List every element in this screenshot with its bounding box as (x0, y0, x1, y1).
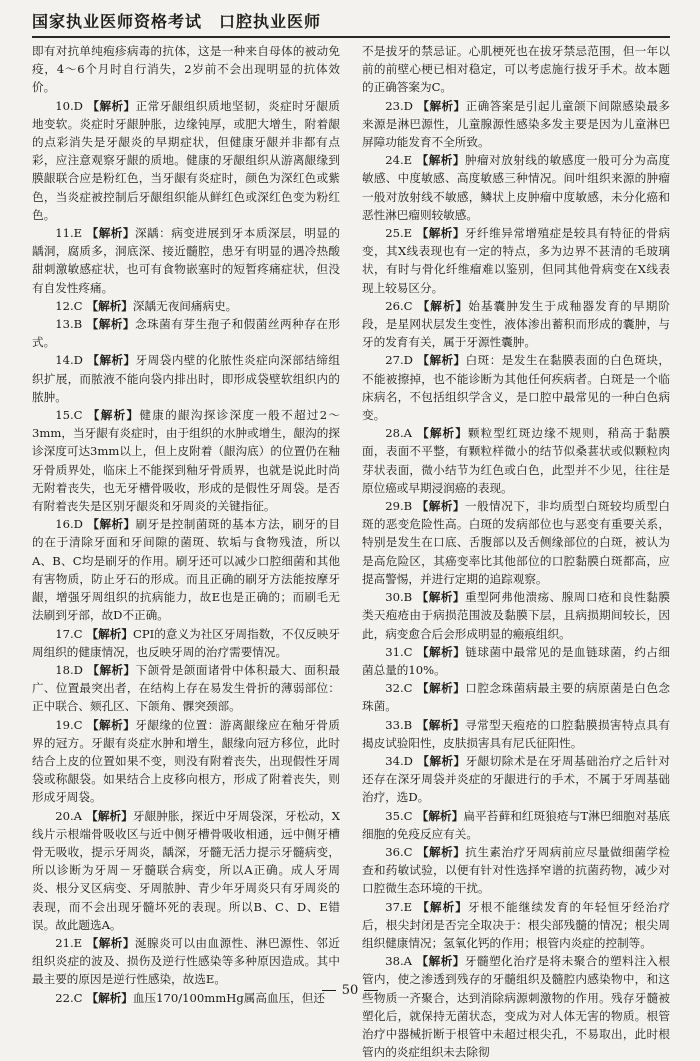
answer-text: 下颌骨是颌面诸骨中体积最大、面积最广、位置最突出者，在结构上存在易发生骨折的薄弱部位：正中联合、颏孔区、下颌角、髁突颈部。 (32, 662, 340, 714)
question-number: 34. (385, 753, 404, 768)
answer-text: 扁平苔藓和红斑狼疮与T淋巴细胞对基底细胞的免疫反应有关。 (362, 808, 670, 841)
analysis-tag: 【解析】 (86, 517, 136, 532)
analysis-tag: 【解析】 (86, 353, 136, 368)
answer-text: 牙龈缘的位置：游离龈缘应在釉牙骨质界的冠方。牙龈有炎症水肿和增生，龈缘向冠方移位，此时结合上皮的位置如果不变，则没有附着丧失，出现假性牙周袋或称龈袋。如果结合上皮移向根方，形成了附着丧失，则形成牙周袋。 (32, 717, 340, 805)
answer-text: 抗生素治疗牙周病前应尽量做细菌学检查和药敏试验，以便有针对性选择窄谱的抗菌药物，减少对口腔微生态环境的干扰。 (362, 844, 670, 896)
analysis-tag: 【解析】 (416, 226, 465, 241)
answer-entry (362, 97, 670, 152)
answer-text: 深龋无夜间痛病史。 (132, 298, 238, 313)
analysis-tag: 【解析】 (416, 681, 466, 696)
answer-text: 牙龈切除术是在牙周基础治疗之后针对还存在深牙周袋并炎症的牙龈进行的手术，不属于牙周基础治疗，选D。 (362, 753, 670, 805)
answer-text: 牙纤维异常增殖症是较具有特征的骨病变，其X线表现也有一定的特点，多为边界不甚清的毛玻璃状，有时与骨化纤维瘤难以鉴别，但同其他骨病变在X线表现上较易区分。 (362, 226, 670, 295)
answer-letter: E (403, 899, 413, 914)
analysis-tag: 【解析】 (416, 899, 468, 914)
answer-entry (32, 625, 340, 661)
answer-letter: D (73, 353, 83, 368)
answer-entry (362, 588, 670, 643)
analysis-tag: 【解析】 (416, 353, 466, 368)
footer-dash-right (364, 990, 378, 991)
question-number: 10. (55, 98, 74, 113)
analysis-tag: 【解析】 (86, 226, 135, 241)
answer-letter: D (403, 353, 413, 368)
answer-text: 牙根不能继续发育的年轻恒牙经治疗后，根尖封闭是否完全取决于：根尖部残髓的情况；根尖周组织健康情况；氢氧化钙的作用；根管内炎症的控制等。 (362, 899, 670, 950)
question-number: 15. (55, 408, 74, 423)
answer-letter: E (73, 935, 83, 950)
analysis-tag: 【解析】 (86, 408, 140, 423)
question-number: 33. (385, 717, 404, 732)
question-number: 32. (385, 681, 404, 696)
answer-text: 正常牙龈组织质地坚韧，炎症时牙龈质地变软。炎症时牙龈肿胀，边缘钝厚，或肥大增生，附着龈的点彩消失是牙龈炎的早期症状，但健康牙龈并非都有点彩，应注意观察牙龈的质地。健康的牙龈组织从游离龈缘到膜龈联合应是粉红色，当牙龈有炎症时，颜色为深红色或紫色，当炎症被控制后牙龈组织能从鲜红色或深红色变为粉红色。 (32, 98, 340, 222)
answer-entry (362, 843, 670, 898)
analysis-tag: 【解析】 (416, 153, 465, 168)
question-number: 13. (55, 317, 74, 332)
analysis-tag: 【解析】 (86, 935, 135, 950)
answer-entry (362, 351, 670, 424)
answer-entry (32, 934, 340, 989)
analysis-tag: 【解析】 (86, 662, 136, 677)
answer-entry (32, 716, 340, 807)
answer-text: 涎腺炎可以由血源性、淋巴源性、邻近组织炎症的波及、损伤及逆行性感染等多种原因造成。其中最主要的原因是逆行性感染，故选E。 (32, 935, 340, 987)
question-number: 23. (385, 98, 404, 113)
analysis-tag: 【解析】 (416, 499, 466, 514)
question-number: 30. (385, 590, 404, 605)
answer-entry (362, 952, 670, 1061)
answer-letter: A (403, 426, 413, 441)
page-number: 50 (341, 983, 359, 998)
answer-entry (362, 679, 670, 715)
answer-letter: D (73, 517, 83, 532)
answer-entry (362, 42, 670, 97)
footer-dash-left (322, 990, 336, 991)
question-number: 26. (385, 298, 404, 313)
answer-text: 口腔念珠菌病最主要的病原菌是白色念珠菌。 (362, 681, 670, 714)
answer-letter: C (73, 626, 83, 641)
answer-text: 不是拔牙的禁忌证。心肌梗死也在拔牙禁忌范围，但一年以前的前壁心梗已相对稳定，可以考虑施行拔牙手术。故本题的正确答案为C。 (362, 44, 670, 95)
analysis-tag: 【解析】 (86, 298, 133, 313)
answer-letter: E (403, 153, 413, 168)
answer-text: 深龋：病变进展到牙本质深层，明显的龋洞，腐质多，洞底深、接近髓腔，患牙有明显的遇冷热酸甜刺激敏感症状，也可有食物嵌塞时的短暂疼痛症状，但没有自发性疼痛。 (32, 226, 340, 295)
answer-letter: B (403, 717, 413, 732)
question-number: 22. (55, 990, 74, 1005)
answer-text: 血压170/100mmHg属高血压，但还 (132, 990, 325, 1005)
answer-text: 念珠菌有芽生孢子和假菌丝两种存在形式。 (32, 317, 340, 350)
answer-text: 肿瘤对放射线的敏感度一般可分为高度敏感、中度敏感、高度敏感三种情况。间叶组织来源的肿瘤一般对放射线不敏感，鳞状上皮肿瘤中度敏感，未分化癌和恶性淋巴瘤则较敏感。 (362, 153, 670, 222)
question-number: 28. (385, 426, 404, 441)
answer-entry (362, 807, 670, 843)
answer-letter: D (73, 98, 83, 113)
analysis-tag: 【解析】 (86, 317, 136, 332)
answer-entry (32, 515, 340, 624)
question-number: 12. (55, 298, 74, 313)
answer-entry (362, 643, 670, 679)
answer-entry (362, 716, 670, 752)
answer-entry (32, 297, 340, 315)
analysis-tag: 【解析】 (86, 717, 136, 732)
answer-entry (362, 497, 670, 588)
analysis-tag: 【解析】 (416, 717, 466, 732)
answer-entry (362, 424, 670, 497)
answer-letter: C (73, 298, 83, 313)
answer-entry (32, 351, 340, 406)
analysis-tag: 【解析】 (416, 298, 469, 313)
answer-entry (32, 224, 340, 297)
answer-letter: C (73, 717, 83, 732)
answer-text: 一般情况下，非均质型白斑较均质型白斑的恶变危险性高。白斑的发病部位也与恶变有重要关系，特别是发生在口底、舌腹部以及舌侧缘部位的白斑，被认为是高危险区，其癌变率比其他部位的口腔黏膜白斑都高，应提高警惕，并进行定期的追踪观察。 (362, 499, 670, 586)
answer-letter: C (73, 408, 83, 423)
answer-text: 重型阿弗他溃疡、腺周口疮和良性黏膜类天疱疮由于病损范围波及黏膜下层，且病损期间较长，因此，病变愈合后会形成明显的瘢痕组织。 (362, 590, 670, 641)
page-header (32, 8, 670, 38)
answer-text: 始基囊肿发生于成釉器发育的早期阶段，是星网状层发生变性，液体渗出蓄积而形成的囊肿，与牙的发育有关，属于牙源性囊肿。 (362, 298, 670, 350)
answer-letter: B (403, 590, 413, 605)
analysis-tag: 【解析】 (86, 626, 133, 641)
answer-text: 即有对抗单纯疱疹病毒的抗体，这是一种来自母体的被动免疫，4～6个月时自行消失，2岁前不会出现明显的抗体效价。 (32, 44, 340, 95)
question-number: 37. (385, 899, 404, 914)
answer-letter: B (403, 499, 413, 514)
question-number: 27. (385, 353, 404, 368)
answer-letter: C (403, 808, 413, 823)
question-number: 14. (55, 353, 74, 368)
answer-letter: C (403, 644, 413, 659)
question-number: 31. (385, 644, 404, 659)
answer-text: 牙龈肿胀，探近中牙周袋深，牙松动，X线片示根端骨吸收区与近中侧牙槽骨吸收相通，远中侧牙槽骨无吸收，提示牙周炎，龋深，牙髓无活力提示牙髓病变，所以诊断为牙周－牙髓联合病变，所以A正确。成人牙周炎、根分叉区病变、牙周脓肿、青少年牙周炎只有牙周炎的表现，而不会出现牙髓坏死的表现。所以B、C、D、E错误。故此题选A。 (32, 808, 340, 932)
answer-entry (32, 97, 340, 224)
header-title: 国家执业医师资格考试 口腔执业医师 (32, 12, 322, 31)
analysis-tag: 【解析】 (86, 990, 133, 1005)
analysis-tag: 【解析】 (416, 808, 464, 823)
answer-text: 链球菌中最常见的是血链球菌，约占细菌总量的10%。 (362, 644, 670, 677)
answer-letter: E (403, 226, 413, 241)
analysis-tag: 【解析】 (416, 954, 465, 969)
answer-entry (362, 898, 670, 953)
question-number: 11. (55, 226, 74, 241)
question-number: 29. (385, 499, 404, 514)
answer-letter: D (403, 98, 413, 113)
question-number: 19. (55, 717, 74, 732)
answer-text: 健康的龈沟探诊深度一般不超过2～3mm，当牙龈有炎症时，由于组织的水肿或增生，龈沟的探诊深度可达3mm以上，但上皮附着（龈沟底）的位置仍在釉牙骨质界处，临床上不能探到釉牙骨质界，也就是说此时尚无附着丧失，也无牙槽骨吸收，形成的是假性牙周袋。是否有附着丧失是区别牙龈炎和牙周炎的关键指征。 (32, 408, 340, 514)
answer-entry (362, 224, 670, 297)
answer-text: 刷牙是控制菌斑的基本方法，刷牙的目的在于清除牙面和牙间隙的菌斑、软垢与食物残渣，所以A、B、C均是刷牙的作用。刷牙还可以减少口腔细菌和其他有害物质，防止牙石的形成。而且正确的刷牙方法能按摩牙龈，增强牙周组织的抗病能力，故E也是正确的；而刷毛无法刷到牙部，故D不正确。 (32, 517, 340, 623)
answer-text: 颗粒型红斑边缘不规则，稍高于黏膜面，表面不平整，有颗粒样微小的结节似桑葚状或似颗粒肉芽状表面，微小结节为红色或白色，此型并不少见，往往是原位癌或早期浸润癌的表现。 (362, 426, 670, 495)
answer-text: CPI的意义为社区牙周指数，不仅反映牙周组织的健康情况，也反映牙周的治疗需要情况。 (32, 626, 340, 659)
answer-text: 正确答案是引起儿童颌下间隙感染最多来源是淋巴源性，儿童腺源性感染多发主要是因为儿童淋巴屏障功能发育不全所致。 (362, 98, 670, 150)
question-number: 38. (385, 954, 404, 969)
answer-entry (32, 315, 340, 351)
analysis-tag: 【解析】 (86, 98, 136, 113)
answer-text: 寻常型天疱疮的口腔黏膜损害特点具有揭皮试验阳性，皮肤损害具有尼氏征阳性。 (362, 717, 670, 750)
answer-text: 牙周袋内壁的化脓性炎症向深部结缔组织扩展，而脓液不能向袋内排出时，即形成袋壁软组织内的脓肿。 (32, 353, 340, 404)
answer-letter: C (73, 990, 83, 1005)
page-footer (0, 983, 700, 998)
analysis-tag: 【解析】 (416, 844, 466, 859)
question-number: 24. (385, 153, 404, 168)
answer-entry (32, 807, 340, 934)
answer-letter: C (403, 844, 413, 859)
question-number: 16. (55, 517, 74, 532)
answer-entry (362, 297, 670, 352)
answer-letter: A (403, 954, 413, 969)
right-column (362, 42, 670, 1060)
answer-text: 牙髓塑化治疗是将未聚合的塑料注入根管内，使之渗透到残存的牙髓组织及髓腔内感染物中，和这些物质一齐聚合，达到消除病源刺激物的作用。残存牙髓被塑化后，就保持无菌状态，变成为对人体无害的物质。根管治疗中器械折断于根管中未超过根尖孔，不易取出，此时根管内的炎症组织未去除彻 (362, 954, 670, 1060)
answer-entry (362, 752, 670, 807)
question-number: 21. (55, 935, 74, 950)
answer-text: 白斑：是发生在黏膜表面的白色斑块，不能被擦掉，也不能诊断为其他任何疾病者。白斑是一个临床病名，不包括组织学含义，是口腔中最常见的一种白色病变。 (362, 353, 670, 423)
answer-entry (362, 151, 670, 224)
answer-letter: C (403, 681, 413, 696)
answer-letter: A (73, 808, 83, 823)
analysis-tag: 【解析】 (86, 808, 133, 823)
answer-letter: B (73, 317, 83, 332)
answer-letter: D (73, 662, 83, 677)
answer-letter: D (403, 753, 413, 768)
question-number: 35. (385, 808, 404, 823)
question-number: 20. (55, 808, 74, 823)
analysis-tag: 【解析】 (416, 753, 466, 768)
left-column (32, 42, 340, 1005)
answer-letter: C (403, 298, 413, 313)
question-number: 17. (55, 626, 74, 641)
analysis-tag: 【解析】 (416, 426, 468, 441)
question-number: 36. (385, 844, 404, 859)
analysis-tag: 【解析】 (416, 98, 466, 113)
question-number: 18. (55, 662, 74, 677)
analysis-tag: 【解析】 (416, 590, 466, 605)
question-number: 25. (385, 226, 404, 241)
analysis-tag: 【解析】 (416, 644, 466, 659)
answer-letter: E (73, 226, 83, 241)
answer-entry (32, 42, 340, 97)
answer-entry (32, 406, 340, 515)
answer-entry (32, 661, 340, 716)
